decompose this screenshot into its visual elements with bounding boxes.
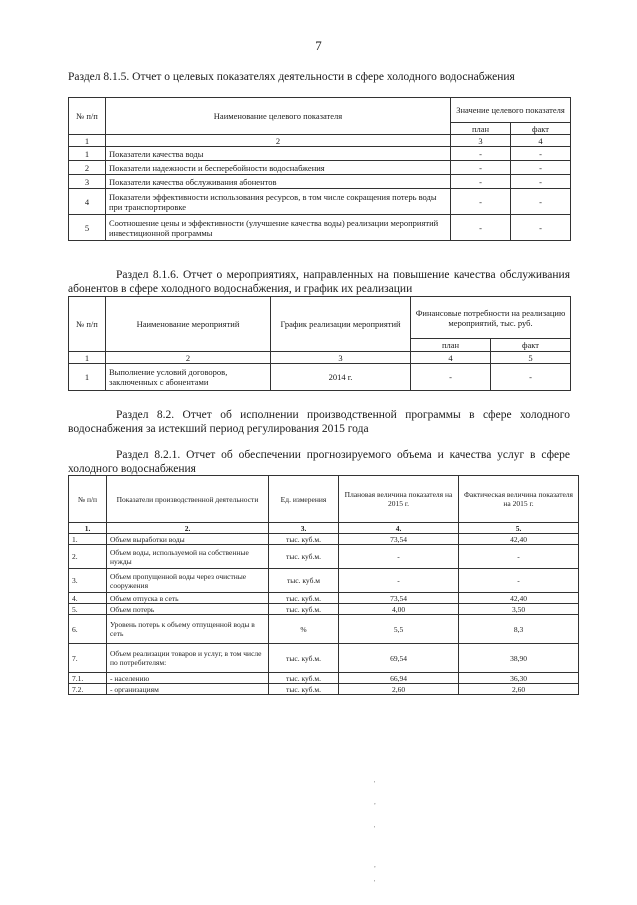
index-cell: 3 [451,135,511,147]
row-num: 4. [69,593,107,604]
row-plan: - [339,569,459,593]
index-cell: 4. [339,523,459,534]
row-num: 7. [69,644,107,673]
row-plan: - [339,545,459,569]
index-cell: 3. [269,523,339,534]
row-plan: 69,54 [339,644,459,673]
row-num: 7.2. [69,684,107,695]
row-schedule: 2014 г. [271,364,411,391]
header-plan: Плановая величина показателя на 2015 г. [339,476,459,523]
scan-marks: ' , ' , ' [374,780,376,887]
row-fact: 42,40 [459,593,579,604]
row-name: Показатели качества воды [106,147,451,161]
index-cell: 2 [106,135,451,147]
row-unit: тыс. куб.м. [269,644,339,673]
row-num: 6. [69,615,107,644]
row-plan: - [451,215,511,241]
row-unit: тыс. куб.м. [269,545,339,569]
row-indicator: Объем воды, используемой на собственные нужды [107,545,269,569]
row-num: 3 [69,175,106,189]
header-finance: Финансовые потребности на реализацию мероприятий, тыс. руб. [411,297,571,339]
row-plan: - [451,175,511,189]
row-fact: 38,90 [459,644,579,673]
table-row [69,175,571,189]
header-plan: план [411,339,491,352]
index-cell: 1. [69,523,107,534]
row-fact: - [459,569,579,593]
table-row [69,215,571,241]
header-num: № п/п [69,476,107,523]
header-num: № п/п [69,98,106,135]
row-num: 5. [69,604,107,615]
table-target-indicators [68,97,571,241]
row-unit: тыс. куб.м. [269,604,339,615]
index-cell: 4 [411,352,491,364]
index-cell: 2 [106,352,271,364]
section-821-heading: Раздел 8.2.1. Отчет об обеспечении прогнозируемого объема и качества услуг в сфере холодного водоснабжения [68,449,570,475]
header-name: Наименование мероприятий [106,297,271,352]
table-row [69,684,579,695]
row-plan: 5,5 [339,615,459,644]
row-num: 4 [69,189,106,215]
table-row [69,593,579,604]
table-row [69,644,579,673]
row-plan: - [451,161,511,175]
header-name: Наименование целевого показателя [106,98,451,135]
row-fact: - [511,189,571,215]
index-cell: 1 [69,135,106,147]
table-row [69,364,571,391]
row-plan: - [451,147,511,161]
table-row [69,534,579,545]
table-row [69,604,579,615]
page-number: 7 [315,38,322,53]
row-indicator: Объем реализации товаров и услуг, в том числе по потребителям: [107,644,269,673]
table-index-row [69,523,579,534]
row-num: 2. [69,545,107,569]
header-fact: Фактическая величина показателя на 2015 г. [459,476,579,523]
row-fact: 36,30 [459,673,579,684]
row-fact: - [511,175,571,189]
header-plan: план [451,123,511,135]
row-unit: тыс. куб.м. [269,593,339,604]
row-plan: - [451,189,511,215]
row-fact: 42,40 [459,534,579,545]
row-indicator: - населению [107,673,269,684]
row-num: 1 [69,147,106,161]
row-name: Выполнение условий договоров, заключенных с абонентами [106,364,271,391]
row-fact: - [511,215,571,241]
row-fact: - [491,364,571,391]
table-row [69,161,571,175]
table-row [69,189,571,215]
row-plan: 66,94 [339,673,459,684]
row-num: 1 [69,364,106,391]
index-cell: 1 [69,352,106,364]
header-fact: факт [511,123,571,135]
index-cell: 4 [511,135,571,147]
row-plan: - [411,364,491,391]
index-cell: 5 [491,352,571,364]
row-indicator: Объем выработки воды [107,534,269,545]
row-name: Показатели надежности и бесперебойности водоснабжения [106,161,451,175]
header-fact: факт [491,339,571,352]
row-indicator: Уровень потерь к объему отпущенной воды в сеть [107,615,269,644]
row-indicator: Объем пропущенной воды через очистные сооружения [107,569,269,593]
table-index-row [69,135,571,147]
row-name: Показатели эффективности использования ресурсов, в том числе сокращения потерь воды при транспортировке [106,189,451,215]
table-row [69,147,571,161]
row-unit: % [269,615,339,644]
row-indicator: Объем отпуска в сеть [107,593,269,604]
row-fact: - [511,147,571,161]
row-plan: 73,54 [339,534,459,545]
row-num: 7.1. [69,673,107,684]
section-816-heading: Раздел 8.1.6. Отчет о мероприятиях, направленных на повышение качества обслуживания абонентов в сфере холодного водоснабжения, и график их реализации [68,269,570,295]
table-index-row [69,352,571,364]
row-num: 3. [69,569,107,593]
table-row [69,569,579,593]
header-unit: Ед. измерения [269,476,339,523]
row-num: 5 [69,215,106,241]
row-num: 1. [69,534,107,545]
row-plan: 4,00 [339,604,459,615]
row-indicator: Объем потерь [107,604,269,615]
header-num: № п/п [69,297,106,352]
table-production-program [68,475,579,695]
row-num: 2 [69,161,106,175]
index-cell: 2. [107,523,269,534]
row-unit: тыс. куб.м [269,569,339,593]
table-row [69,615,579,644]
row-fact: 8,3 [459,615,579,644]
section-82-heading: Раздел 8.2. Отчет об исполнении производственной программы в сфере холодного водоснабжения за истекший период регулирования 2015 года [68,409,570,435]
index-cell: 5. [459,523,579,534]
row-indicator: - организациям [107,684,269,695]
row-fact: - [511,161,571,175]
header-indicator: Показатели производственной деятельности [107,476,269,523]
row-plan: 2,60 [339,684,459,695]
index-cell: 3 [271,352,411,364]
row-name: Соотношение цены и эффективности (улучшение качества воды) реализации мероприятий инвестиционной программы [106,215,451,241]
table-row [69,545,579,569]
row-unit: тыс. куб.м. [269,684,339,695]
row-unit: тыс. куб.м. [269,534,339,545]
row-fact: - [459,545,579,569]
header-schedule: График реализации мероприятий [271,297,411,352]
row-unit: тыс. куб.м. [269,673,339,684]
row-fact: 2,60 [459,684,579,695]
row-name: Показатели качества обслуживания абонентов [106,175,451,189]
row-fact: 3,50 [459,604,579,615]
header-value: Значение целевого показателя [451,98,571,123]
table-row [69,673,579,684]
row-plan: 73,54 [339,593,459,604]
section-815-heading: Раздел 8.1.5. Отчет о целевых показателях деятельности в сфере холодного водоснабжения [68,71,515,83]
table-activities [68,296,571,391]
